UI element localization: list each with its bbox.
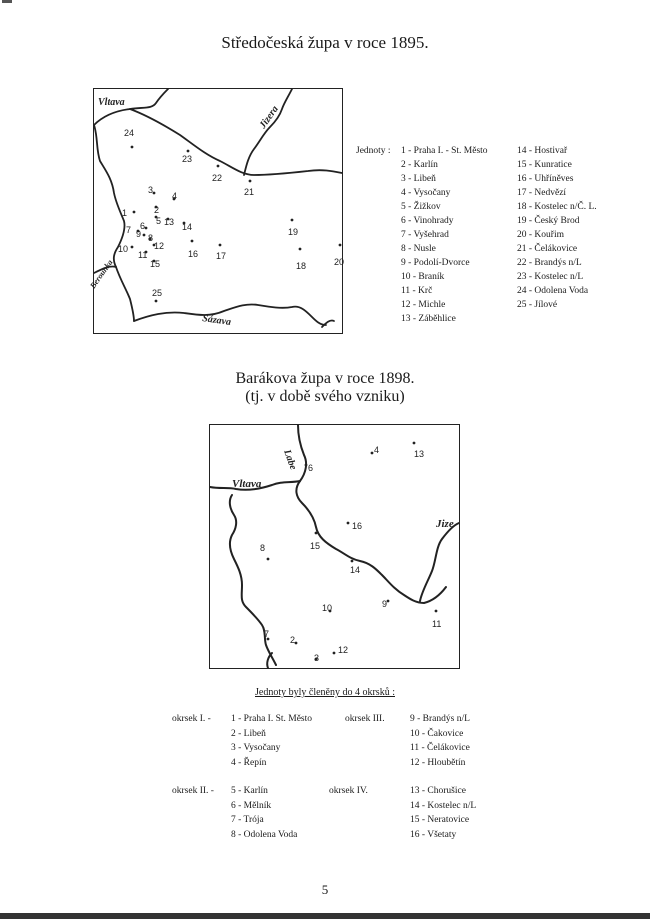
town-number-label: 24: [124, 128, 135, 138]
legend-item: 21 - Čelákovice: [517, 244, 578, 254]
legend-item: 16 - Uhříněves: [517, 174, 574, 184]
town-dot: [191, 240, 194, 243]
town-dot: [387, 600, 390, 603]
town-number-label: 21: [244, 187, 255, 197]
legend-col2: [517, 144, 597, 312]
town-number-label: 2: [154, 205, 160, 215]
town-dot: [217, 165, 220, 168]
town-dot: [333, 652, 336, 655]
town-number-label: 12: [338, 645, 349, 655]
town-dot: [249, 180, 252, 183]
scan-edge: [0, 913, 650, 919]
town-number-label: 8: [260, 543, 266, 553]
page-title-1895: Středočeská župa v roce 1895.: [221, 33, 429, 52]
legend-item: 12 - Michle: [401, 300, 446, 310]
town-number-label: 14: [182, 222, 193, 232]
town-number-label: 3: [314, 653, 320, 663]
town-dot: [295, 642, 298, 645]
town-number-label: 18: [296, 261, 307, 271]
town-number-label: 13: [414, 449, 425, 459]
district-item: 7 - Trója: [231, 815, 264, 825]
town-number-label: 19: [288, 227, 299, 237]
district-item: 2 - Libeň: [231, 728, 266, 739]
legend-item: 13 - Záběhlice: [401, 314, 456, 324]
legend-item: 2 - Karlín: [401, 160, 438, 170]
district-item: 11 - Čelákovice: [410, 743, 470, 753]
district-label: okrsek II. -: [172, 786, 214, 796]
town-number-label: 3: [148, 185, 154, 195]
legend-item: 1 - Praha I. - St. Město: [401, 146, 488, 156]
river-label-labe: Labe: [281, 448, 299, 472]
legend-item: 17 - Nedvězí: [517, 188, 567, 198]
river-label-jizera: Jizera: [257, 103, 281, 131]
title-1898-line2: (tj. v době svého vzniku): [245, 388, 405, 405]
town-number-label: 11: [432, 619, 442, 629]
town-number-label: 8: [148, 233, 154, 243]
legend-item: 24 - Odolena Voda: [517, 286, 589, 296]
district-item: 9 - Brandýs n/L: [410, 714, 470, 724]
district-list: [231, 784, 297, 842]
district-item: 3 - Vysočany: [231, 743, 281, 753]
legend-item: 6 - Vinohrady: [401, 216, 454, 226]
town-dot: [315, 532, 318, 535]
district-label: okrsek IV.: [329, 786, 368, 796]
legend-item: 7 - Vyšehrad: [401, 230, 449, 240]
town-dot: [155, 300, 158, 303]
district-item: 16 - Všetaty: [410, 829, 457, 840]
town-dot: [131, 246, 134, 249]
town-number-label: 5: [156, 216, 162, 226]
district-label: okrsek I. -: [172, 714, 211, 724]
district-item: 13 - Chorušice: [410, 786, 466, 796]
district-list: [231, 712, 312, 770]
town-dot: [305, 464, 308, 467]
town-number-label: 10: [322, 603, 333, 613]
district-label: okrsek III.: [345, 714, 385, 724]
town-number-label: 1: [122, 208, 128, 218]
district-item: 15 - Neratovice: [410, 815, 470, 825]
district-item: 4 - Řepín: [231, 757, 267, 768]
town-number-label: 12: [154, 241, 165, 251]
legend-item: 18 - Kostelec n/Č. L.: [517, 202, 597, 212]
legend-col1: [401, 144, 488, 326]
town-number-label: 23: [182, 154, 193, 164]
town-number-label: 4: [172, 191, 178, 201]
legend-item: 19 - Český Brod: [517, 216, 580, 226]
title-1898-line1: Barákova župa v roce 1898.: [235, 370, 415, 387]
district-item: 8 - Odolena Voda: [231, 829, 298, 840]
town-number-label: 14: [350, 565, 361, 575]
town-number-label: 9: [136, 229, 142, 239]
town-number-label: 22: [212, 173, 223, 183]
town-dot: [219, 244, 222, 247]
town-number-label: 7: [126, 225, 132, 235]
district-item: 1 - Praha I. St. Město: [231, 714, 313, 724]
town-dot: [187, 150, 190, 153]
town-number-label: 6: [140, 221, 146, 231]
legend-item: 25 - Jílové: [517, 300, 558, 310]
map-1898-drawing: [210, 425, 459, 668]
legend-item: 14 - Hostivař: [517, 146, 568, 156]
town-number-label: 10: [118, 244, 129, 254]
town-dot: [435, 610, 438, 613]
legend-item: 11 - Krč: [401, 286, 433, 296]
town-dot: [413, 442, 416, 445]
town-number-label: 13: [164, 217, 175, 227]
town-dot: [351, 560, 354, 563]
map-1898: [209, 424, 460, 669]
district-item: 14 - Kostelec n/L: [410, 800, 477, 811]
town-dot: [371, 452, 374, 455]
town-number-label: 15: [150, 259, 161, 269]
river-label-vltava: Vltava: [232, 478, 262, 490]
legend-item: 20 - Kouřim: [517, 230, 564, 240]
town-number-label: 2: [290, 635, 296, 645]
town-number-label: 25: [152, 288, 163, 298]
district-list: [410, 784, 476, 842]
river-label-berounka: Berounka: [88, 258, 115, 291]
legend-item: 10 - Braník: [401, 272, 445, 282]
map-1895: [88, 88, 345, 334]
town-dot: [131, 146, 134, 149]
district-item: 10 - Čakovice: [410, 728, 464, 739]
district-item: 6 - Mělník: [231, 800, 272, 811]
town-dot: [267, 558, 270, 561]
legend-item: 15 - Kunratice: [517, 160, 572, 170]
districts-title: Jednoty byly členěny do 4 okrsků :: [255, 687, 395, 698]
town-number-label: 11: [138, 250, 148, 260]
town-number-label: 4: [374, 445, 380, 455]
legend-item: 5 - Žižkov: [401, 202, 441, 212]
town-number-label: 17: [216, 251, 227, 261]
legend-item: 3 - Libeň: [401, 174, 436, 184]
town-dot: [143, 234, 146, 237]
town-number-label: 9: [382, 599, 388, 609]
district-item: 12 - Hloubětín: [410, 757, 466, 768]
town-number-label: 16: [352, 521, 363, 531]
town-dot: [347, 522, 350, 525]
district-item: 5 - Karlín: [231, 786, 268, 796]
town-number-label: 20: [334, 257, 345, 267]
river-label-jizera: Jize: [436, 518, 454, 530]
town-number-label: 15: [310, 541, 321, 551]
town-number-label: 16: [188, 249, 199, 259]
legend-item: 4 - Vysočany: [401, 188, 451, 198]
town-dot: [153, 192, 156, 195]
town-dot: [291, 219, 294, 222]
town-number-label: 7: [264, 629, 270, 639]
river-label-vltava: Vltava: [98, 97, 125, 108]
legend-item: 22 - Brandýs n/L: [517, 258, 582, 268]
legend-item: 23 - Kostelec n/L: [517, 272, 584, 282]
legend-item: 8 - Nusle: [401, 244, 436, 254]
map-1895-drawing: [88, 89, 345, 333]
town-number-label: 6: [308, 463, 314, 473]
legend-item: 9 - Podolí-Dvorce: [401, 258, 470, 268]
district-list: [410, 712, 470, 770]
page-number: 5: [321, 882, 329, 897]
river-label-sazava: Sázava: [201, 313, 232, 328]
legend-prefix: Jednoty :: [356, 146, 391, 156]
scan-mark: [2, 0, 12, 3]
page-title-1898: [0, 370, 650, 406]
town-dot: [299, 248, 302, 251]
town-dot: [145, 227, 148, 230]
town-dot: [339, 244, 342, 247]
town-dot: [133, 211, 136, 214]
